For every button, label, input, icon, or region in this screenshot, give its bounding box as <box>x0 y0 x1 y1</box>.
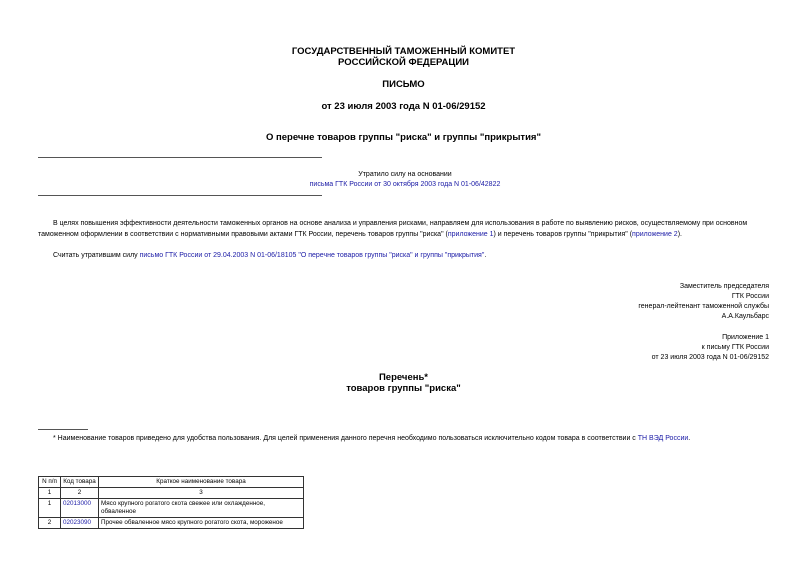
repealed-letter-link[interactable]: письмо ГТК России от 29.04.2003 N 01-06/18105 "О перечне товаров группы "риска" и группы "прикрытия" <box>139 252 485 259</box>
colnum-cell: 2 <box>61 488 99 499</box>
row-number: 1 <box>39 499 61 518</box>
goods-name: Мясо крупного рогатого скота свежее или охлажденное, обваленное <box>99 499 304 518</box>
org-name-line1: ГОСУДАРСТВЕННЫЙ ТАМОЖЕННЫЙ КОМИТЕТ <box>291 46 516 57</box>
header-cell-code: Код товара <box>61 477 99 488</box>
document-title: О перечне товаров группы "риска" и группы "прикрытия" <box>266 132 541 143</box>
footnote-text: * Наименование товаров приведено для удобства пользования. Для целей применения данного перечня необходимо пользоваться исключительно кодом товара в соответствии с <box>53 435 638 442</box>
status-link[interactable]: письма ГТК России от 30 октября 2003 года N 01-06/42822 <box>309 181 501 188</box>
separator-bottom <box>38 195 322 196</box>
table-row <box>39 499 304 518</box>
signature-name: А.А.Каульбарс <box>721 313 769 320</box>
goods-code-link[interactable]: 02023090 <box>61 518 99 529</box>
goods-name: Прочее обваленное мясо крупного рогатого скота, мороженое <box>99 518 304 529</box>
status-text: Утратило силу на основании <box>358 171 452 178</box>
colnum-cell: 3 <box>99 488 304 499</box>
paragraph-1-end: ). <box>677 231 682 238</box>
goods-table <box>38 476 304 529</box>
paragraph-2-end: . <box>484 252 487 259</box>
signature-position: Заместитель председателя <box>679 283 769 290</box>
org-name-line2: РОССИЙСКОЙ ФЕДЕРАЦИИ <box>337 57 469 68</box>
paragraph-2-text: Считать утратившим силу <box>53 252 140 259</box>
document-date: от 23 июля 2003 года N 01-06/29152 <box>321 101 486 112</box>
row-number: 2 <box>39 518 61 529</box>
signature-rank: генерал-лейтенант таможенной службы <box>638 303 769 310</box>
paragraph-2 <box>53 250 771 261</box>
appendix-2-link[interactable]: приложение 2 <box>632 231 678 238</box>
appendix-label: Приложение 1 <box>722 334 769 341</box>
table-colnum-row <box>39 488 304 499</box>
footnote-separator <box>38 429 88 430</box>
colnum-cell: 1 <box>39 488 61 499</box>
signature-org: ГТК России <box>731 293 769 300</box>
paragraph-1-text: В целях повышения эффективности деятельности таможенных органов на основе анализа и управления рисками, направляем для использования в работе по выявлению рисков, осуществляемому при основном таможенном оформлении в соответствии с нормативными правовыми актами ГТК России, перечень товаров группы "риска" ( <box>38 220 748 238</box>
separator-top <box>38 157 322 158</box>
list-subtitle: товаров группы "риска" <box>346 383 461 394</box>
footnote-end: . <box>688 435 691 442</box>
paragraph-1-mid: ) и перечень товаров группы "прикрытия" ( <box>493 231 633 238</box>
footnote <box>53 434 783 443</box>
tnved-link[interactable]: ТН ВЭД России <box>637 435 689 442</box>
list-title: Перечень* <box>378 372 429 383</box>
appendix-1-link[interactable]: приложение 1 <box>447 231 494 238</box>
table-header-row <box>39 477 304 488</box>
paragraph-1 <box>38 218 771 240</box>
header-cell-number: N п/п <box>39 477 61 488</box>
table-row <box>39 518 304 529</box>
appendix-date: от 23 июля 2003 года N 01-06/29152 <box>651 354 769 361</box>
header-cell-name: Краткое наименование товара <box>99 477 304 488</box>
document-type: ПИСЬМО <box>382 79 425 90</box>
goods-code-link[interactable]: 02013000 <box>61 499 99 518</box>
appendix-ref: к письму ГТК России <box>701 344 769 351</box>
